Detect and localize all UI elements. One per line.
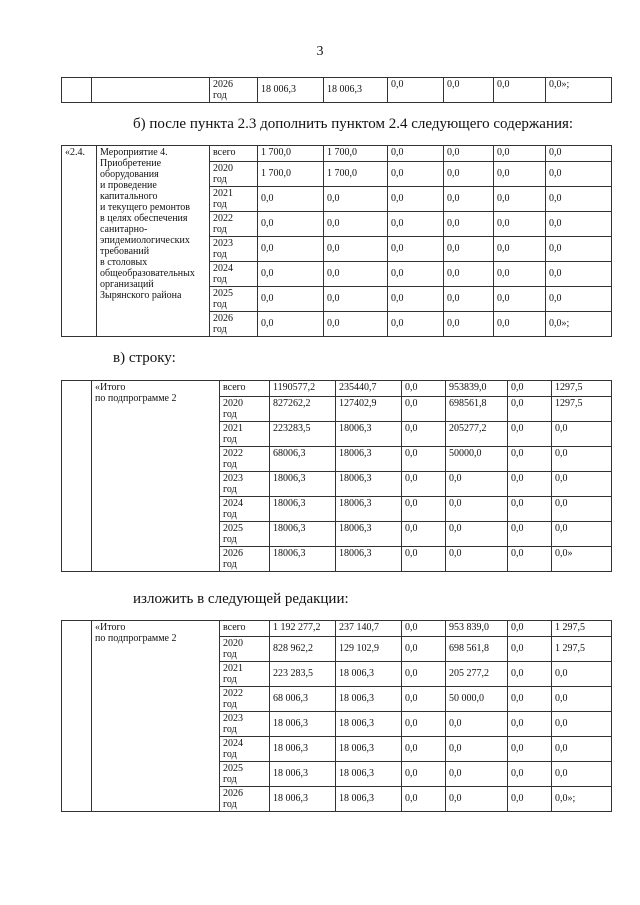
year-cell: 2023 год [210, 237, 258, 262]
value-cell: 0,0 [494, 237, 546, 262]
year-cell: 2023 год [220, 472, 270, 497]
caption-d: изложить в следующей редакции: [133, 591, 349, 607]
value-cell: 0,0 [388, 212, 444, 237]
value-cell: 0,0 [552, 497, 612, 522]
value-cell: 18 006,3 [336, 787, 402, 812]
year-cell: 2022 год [220, 687, 270, 712]
total-title: «Итого по подпрограмме 2 [92, 621, 220, 812]
value-cell: 0,0 [444, 312, 494, 337]
page-number: 3 [316, 44, 324, 59]
value-cell: 18 006,3 [270, 762, 336, 787]
value-cell: 0,0 [494, 146, 546, 162]
value-cell: 0,0 [446, 522, 508, 547]
value-cell: 0,0 [508, 687, 552, 712]
value-cell: 68 006,3 [270, 687, 336, 712]
value-cell: 0,0 [494, 187, 546, 212]
value-cell: 18006,3 [336, 422, 402, 447]
value-cell: 1 700,0 [324, 146, 388, 162]
value-cell: 0,0 [324, 237, 388, 262]
value-cell: 18 006,3 [336, 662, 402, 687]
value-cell: 827262,2 [270, 397, 336, 422]
item-title: Мероприятие 4. Приобретение оборудования и проведение капитального и текущего ремонтов в целях обеспечения санитарно- эпидемиологических требований в столовых общеобразовательных организаций Зырянского района [97, 146, 210, 337]
year-cell: 2020 год [220, 637, 270, 662]
year-cell: 2021 год [220, 662, 270, 687]
value-cell: 18 006,3 [336, 712, 402, 737]
value-cell: 18006,3 [336, 472, 402, 497]
value-cell: 18006,3 [336, 522, 402, 547]
value-cell: 0,0 [508, 712, 552, 737]
value-cell: 0,0 [258, 287, 324, 312]
value-cell: 0,0 [402, 422, 446, 447]
table-row [62, 146, 612, 162]
total-title: «Итого по подпрограмме 2 [92, 381, 220, 572]
value-cell: 0,0 [494, 212, 546, 237]
value-cell: 0,0 [258, 312, 324, 337]
value-cell: 0,0 [446, 712, 508, 737]
value-cell: 237 140,7 [336, 621, 402, 637]
value-cell: 0,0 [494, 287, 546, 312]
value-cell: 0,0 [546, 262, 612, 287]
value-cell: 18006,3 [270, 497, 336, 522]
year-cell: 2026 год [210, 78, 258, 103]
value-cell: 698 561,8 [446, 637, 508, 662]
value-cell: 953839,0 [446, 381, 508, 397]
year-cell: 2023 год [220, 712, 270, 737]
value-cell: 0,0 [552, 762, 612, 787]
value-cell: 0,0 [546, 146, 612, 162]
year-cell: всего [220, 381, 270, 397]
value-cell: 68006,3 [270, 447, 336, 472]
value-cell: 0,0 [388, 187, 444, 212]
value-cell: 0,0 [508, 662, 552, 687]
value-cell: 0,0 [552, 422, 612, 447]
value-cell: 18 006,3 [336, 737, 402, 762]
value-cell: 0,0 [552, 472, 612, 497]
value-cell: 0,0 [508, 762, 552, 787]
value-cell: 50000,0 [446, 447, 508, 472]
empty-cell [62, 381, 92, 572]
year-cell: 2021 год [220, 422, 270, 447]
value-cell: 0,0 [446, 787, 508, 812]
table-row [62, 78, 612, 103]
value-cell: 0,0 [402, 737, 446, 762]
value-cell: 0,0 [446, 737, 508, 762]
value-cell: 0,0 [508, 621, 552, 637]
value-cell: 0,0 [324, 287, 388, 312]
value-cell: 18 006,3 [258, 78, 324, 103]
total-table-old [61, 380, 612, 572]
caption-c: в) строку: [113, 350, 176, 366]
value-cell: 0,0 [494, 78, 546, 103]
value-cell: 0,0 [508, 447, 552, 472]
year-cell: 2026 год [210, 312, 258, 337]
table-row [62, 621, 612, 637]
value-cell: 0,0 [508, 422, 552, 447]
year-cell: 2022 год [220, 447, 270, 472]
value-cell: 0,0 [388, 237, 444, 262]
year-cell: 2024 год [220, 737, 270, 762]
value-cell: 0,0 [444, 212, 494, 237]
value-cell: 0,0 [258, 262, 324, 287]
value-cell: 1 700,0 [258, 162, 324, 187]
value-cell: 0,0 [494, 262, 546, 287]
value-cell: 0,0 [402, 397, 446, 422]
year-cell: 2020 год [220, 397, 270, 422]
value-cell: 0,0 [546, 162, 612, 187]
value-cell: 0,0 [402, 662, 446, 687]
value-cell: 18 006,3 [270, 712, 336, 737]
value-cell: 0,0 [444, 262, 494, 287]
table-row [62, 381, 612, 397]
value-cell: 0,0 [402, 621, 446, 637]
value-cell: 0,0 [508, 497, 552, 522]
value-cell: 0,0 [444, 162, 494, 187]
total-table-new [61, 620, 612, 812]
value-cell: 0,0 [508, 737, 552, 762]
year-cell: 2025 год [220, 522, 270, 547]
value-cell: 0,0»; [546, 78, 612, 103]
year-cell: 2024 год [210, 262, 258, 287]
value-cell: 18006,3 [270, 522, 336, 547]
value-cell: 0,0 [402, 547, 446, 572]
value-cell: 18 006,3 [324, 78, 388, 103]
value-cell: 223283,5 [270, 422, 336, 447]
value-cell: 0,0 [552, 737, 612, 762]
year-cell: 2022 год [210, 212, 258, 237]
value-cell: 0,0 [444, 237, 494, 262]
value-cell: 0,0 [402, 381, 446, 397]
value-cell: 18006,3 [270, 547, 336, 572]
continuation-table [61, 77, 612, 103]
value-cell: 223 283,5 [270, 662, 336, 687]
item-number: «2.4. [62, 146, 97, 337]
value-cell: 0,0 [402, 712, 446, 737]
value-cell: 50 000,0 [446, 687, 508, 712]
value-cell: 0,0 [546, 237, 612, 262]
value-cell: 1 700,0 [324, 162, 388, 187]
value-cell: 0,0 [508, 472, 552, 497]
value-cell: 0,0» [552, 547, 612, 572]
value-cell: 1 297,5 [552, 621, 612, 637]
value-cell: 1 700,0 [258, 146, 324, 162]
value-cell: 0,0 [446, 472, 508, 497]
year-cell: 2026 год [220, 787, 270, 812]
value-cell: 0,0 [402, 497, 446, 522]
value-cell: 0,0 [444, 187, 494, 212]
value-cell: 0,0 [508, 397, 552, 422]
value-cell: 0,0 [546, 187, 612, 212]
value-cell: 0,0 [508, 522, 552, 547]
value-cell: 0,0 [552, 687, 612, 712]
value-cell: 18006,3 [336, 547, 402, 572]
value-cell: 0,0 [402, 762, 446, 787]
value-cell: 0,0 [388, 162, 444, 187]
value-cell: 0,0 [258, 212, 324, 237]
value-cell: 0,0 [508, 381, 552, 397]
value-cell: 18006,3 [270, 472, 336, 497]
value-cell: 0,0 [546, 212, 612, 237]
year-cell: всего [220, 621, 270, 637]
value-cell: 0,0 [388, 146, 444, 162]
value-cell: 0,0 [446, 497, 508, 522]
value-cell: 0,0 [324, 312, 388, 337]
value-cell: 0,0 [388, 312, 444, 337]
value-cell: 0,0»; [546, 312, 612, 337]
value-cell: 0,0 [508, 637, 552, 662]
value-cell: 18006,3 [336, 447, 402, 472]
value-cell: 1297,5 [552, 381, 612, 397]
value-cell: 0,0 [444, 78, 494, 103]
value-cell: 828 962,2 [270, 637, 336, 662]
value-cell: 0,0 [552, 447, 612, 472]
value-cell: 0,0 [446, 762, 508, 787]
value-cell: 0,0 [546, 287, 612, 312]
value-cell: 0,0 [258, 187, 324, 212]
value-cell: 0,0 [324, 262, 388, 287]
value-cell: 1190577,2 [270, 381, 336, 397]
value-cell: 0,0 [388, 78, 444, 103]
empty-cell [62, 78, 92, 103]
value-cell: 0,0 [402, 447, 446, 472]
value-cell: 18 006,3 [336, 762, 402, 787]
value-cell: 0,0 [402, 522, 446, 547]
caption-b: б) после пункта 2.3 дополнить пунктом 2.4 следующего содержания: [133, 116, 574, 132]
value-cell: 1 297,5 [552, 637, 612, 662]
value-cell: 0,0 [258, 237, 324, 262]
value-cell: 205 277,2 [446, 662, 508, 687]
value-cell: 1297,5 [552, 397, 612, 422]
value-cell: 0,0 [388, 262, 444, 287]
year-cell: 2020 год [210, 162, 258, 187]
value-cell: 0,0 [494, 162, 546, 187]
value-cell: 0,0 [446, 547, 508, 572]
measure-table [61, 145, 612, 337]
value-cell: 1 192 277,2 [270, 621, 336, 637]
value-cell: 18 006,3 [270, 737, 336, 762]
value-cell: 0,0 [402, 687, 446, 712]
value-cell: 127402,9 [336, 397, 402, 422]
empty-cell [92, 78, 210, 103]
value-cell: 0,0 [388, 287, 444, 312]
value-cell: 0,0 [402, 472, 446, 497]
value-cell: 0,0 [402, 637, 446, 662]
year-cell: 2021 год [210, 187, 258, 212]
value-cell: 18 006,3 [270, 787, 336, 812]
value-cell: 0,0 [444, 287, 494, 312]
value-cell: 205277,2 [446, 422, 508, 447]
empty-cell [62, 621, 92, 812]
year-cell: 2026 год [220, 547, 270, 572]
value-cell: 0,0»; [552, 787, 612, 812]
year-cell: 2025 год [220, 762, 270, 787]
value-cell: 0,0 [402, 787, 446, 812]
value-cell: 18 006,3 [336, 687, 402, 712]
value-cell: 0,0 [552, 522, 612, 547]
value-cell: 129 102,9 [336, 637, 402, 662]
value-cell: 0,0 [494, 312, 546, 337]
value-cell: 0,0 [508, 787, 552, 812]
value-cell: 0,0 [552, 662, 612, 687]
value-cell: 235440,7 [336, 381, 402, 397]
year-cell: 2024 год [220, 497, 270, 522]
value-cell: 698561,8 [446, 397, 508, 422]
value-cell: 0,0 [324, 187, 388, 212]
value-cell: 0,0 [552, 712, 612, 737]
value-cell: 953 839,0 [446, 621, 508, 637]
value-cell: 18006,3 [336, 497, 402, 522]
value-cell: 0,0 [444, 146, 494, 162]
value-cell: 0,0 [324, 212, 388, 237]
value-cell: 0,0 [508, 547, 552, 572]
year-cell: всего [210, 146, 258, 162]
year-cell: 2025 год [210, 287, 258, 312]
